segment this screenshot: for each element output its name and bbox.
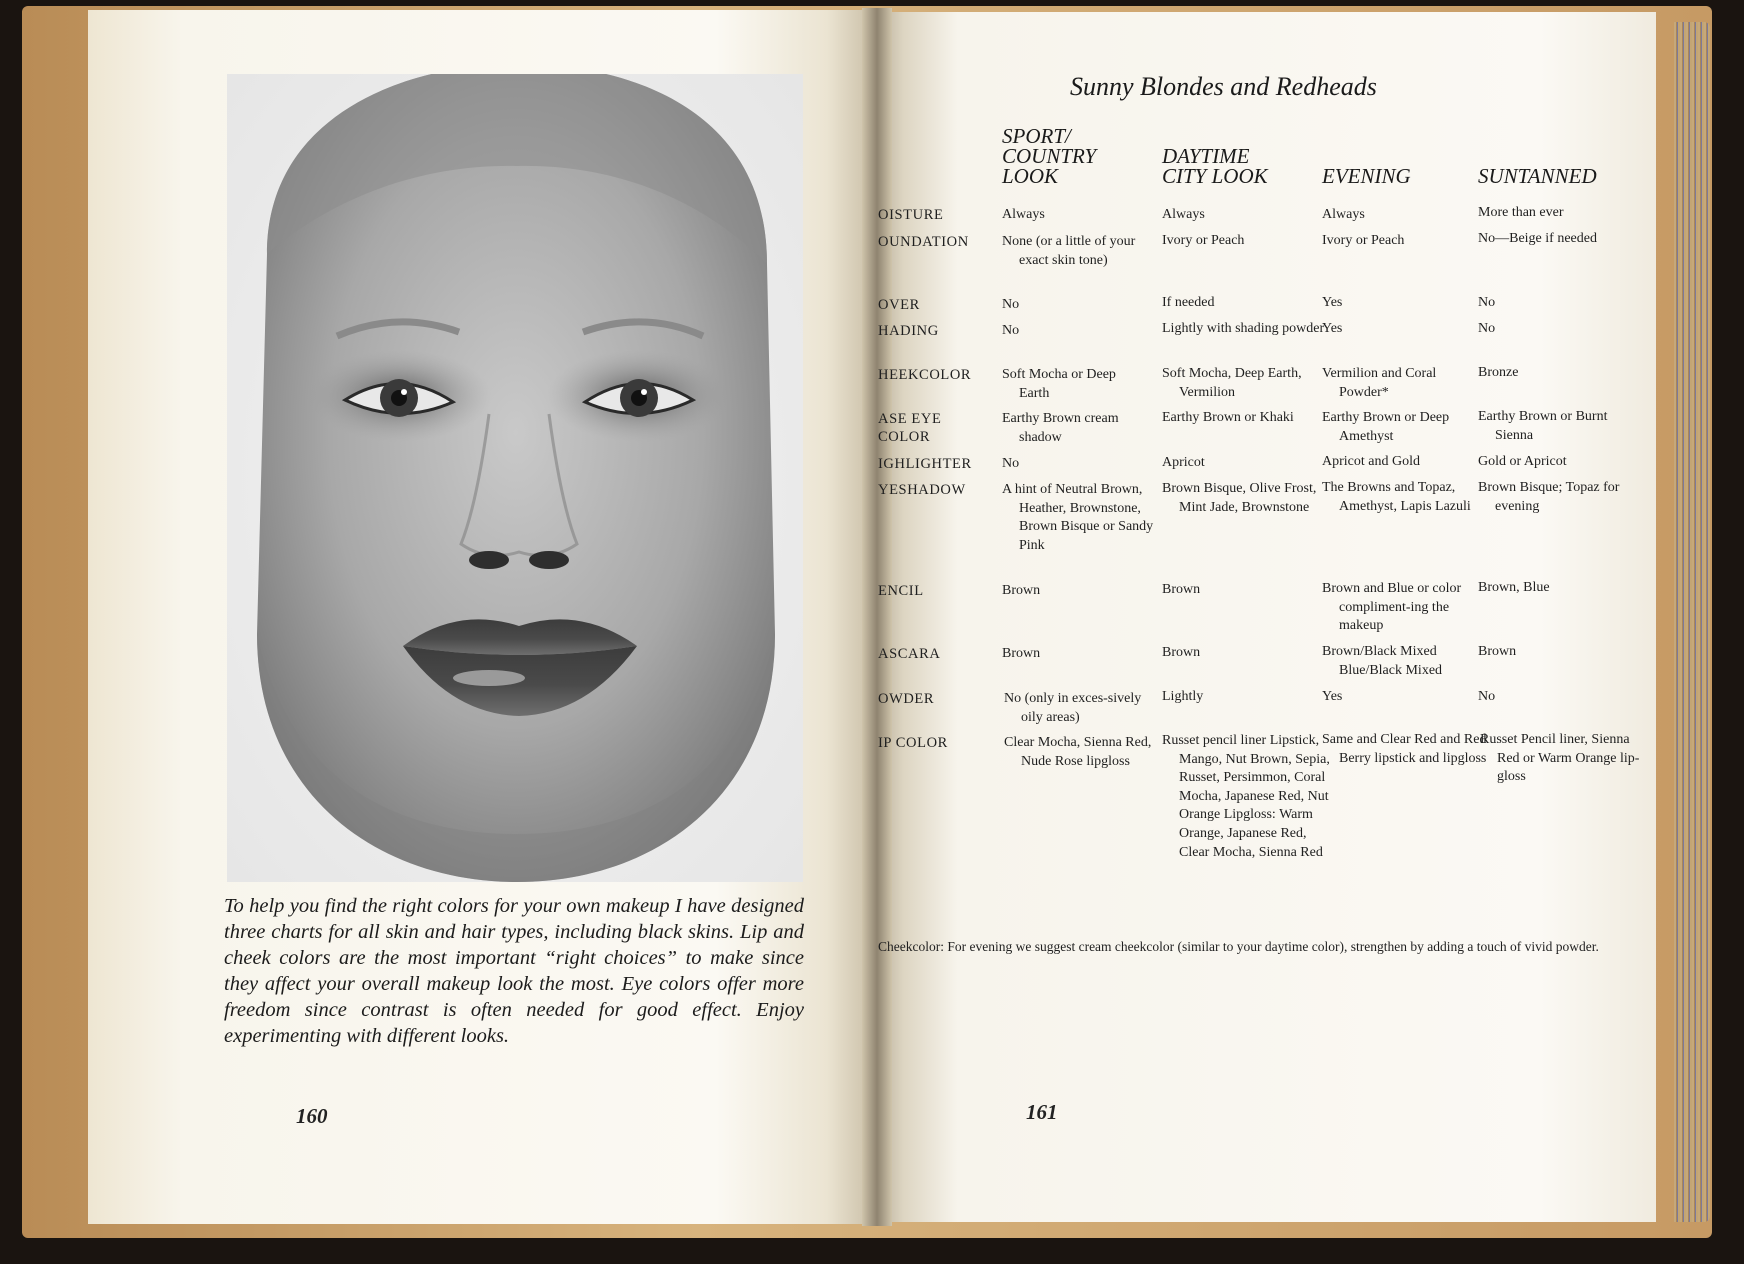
table-cell: Bronze — [1478, 365, 1519, 380]
column-header-suntanned: SUNTANNED — [1478, 164, 1597, 188]
column-header-evening: EVENING — [1322, 164, 1411, 188]
page-number-right: 161 — [1026, 1100, 1058, 1124]
table-cell: Clear Mocha, Sienna Red, Nude Rose lipgloss — [1004, 735, 1152, 769]
page-edges — [1674, 22, 1710, 1222]
column-header-sport-country: SPORT/ COUNTRY LOOK — [1002, 124, 1097, 188]
table-cell: Always — [1322, 207, 1365, 222]
table-cell: Yes — [1322, 321, 1343, 336]
page-number-left: 160 — [296, 1104, 328, 1128]
table-cell: No—Beige if needed — [1478, 231, 1597, 246]
table-cell: Brown — [1478, 644, 1517, 659]
table-cell: More than ever — [1478, 205, 1564, 220]
table-cell: No — [1478, 295, 1496, 310]
table-cell: Vermilion and Coral Powder* — [1322, 366, 1437, 400]
table-cell: Earthy Brown or Khaki — [1162, 410, 1294, 425]
book-gutter — [862, 8, 892, 1226]
table-cell: No — [1478, 689, 1496, 704]
table-cell: Russet pencil liner Lipstick, Mango, Nut Brown, Sepia, Russet, Persimmon, Coral Mocha, Japanese Red, Nut Orange Lipgloss: Warm Orange, Japanese Red, Clear Mocha, Sienna Red — [1162, 733, 1330, 860]
table-cell: Brown — [1162, 645, 1201, 660]
right-page — [880, 12, 1656, 1222]
table-cell: Ivory or Peach — [1162, 233, 1245, 248]
table-cell: No (only in exces-sively oily areas) — [1004, 691, 1142, 725]
row-label: ASE EYE COLOR — [878, 411, 942, 445]
footnote: Cheekcolor: For evening we suggest cream cheekcolor (similar to your daytime color), strengthen by adding a touch of vivid powder. — [878, 939, 1599, 954]
caption-text: To help you find the right colors for your own makeup I have designed three charts for all skin and hair types, including black skins. Lip and cheek colors are the most important “right choices” to make since they affect your overall makeup look the most. Eye colors offer more freedom since contrast is often needed for good effect. Enjoy experimenting with different looks. — [224, 895, 804, 1047]
row-label: IP COLOR — [878, 735, 948, 751]
table-cell: Brown, Blue — [1478, 580, 1550, 595]
chart-title: Sunny Blondes and Redheads — [1070, 72, 1377, 101]
table-cell: Brown/Black Mixed Blue/Black Mixed — [1322, 644, 1443, 678]
table-cell: No — [1002, 323, 1020, 338]
row-label: OWDER — [878, 691, 935, 707]
table-cell: Earthy Brown or Burnt Sienna — [1478, 409, 1608, 443]
table-cell: None (or a little of your exact skin tone) — [1002, 234, 1136, 268]
table-cell: No — [1478, 321, 1496, 336]
table-cell: Earthy Brown cream shadow — [1002, 411, 1119, 445]
table-cell: Same and Clear Red and Red Berry lipstick and lipgloss — [1322, 732, 1487, 766]
table-cell: Lightly with shading powder — [1162, 321, 1325, 336]
row-label: IGHLIGHTER — [878, 456, 972, 472]
row-label: OUNDATION — [878, 234, 969, 250]
table-cell: Russet Pencil liner, Sienna Red or Warm Orange lip-gloss — [1480, 732, 1640, 785]
row-label: ENCIL — [878, 583, 924, 599]
table-cell: Gold or Apricot — [1478, 454, 1567, 469]
table-cell: Brown and Blue or color compliment-ing the makeup — [1322, 581, 1462, 634]
table-cell: Brown — [1002, 646, 1041, 661]
row-label: HEEKCOLOR — [878, 367, 972, 383]
table-cell: Brown Bisque; Topaz for evening — [1478, 480, 1620, 514]
row-label: ASCARA — [878, 646, 941, 662]
table-cell: Earthy Brown or Deep Amethyst — [1322, 410, 1450, 444]
row-label: YESHADOW — [878, 482, 966, 498]
table-cell: Soft Mocha, Deep Earth, Vermilion — [1162, 366, 1302, 400]
table-cell: No — [1002, 456, 1020, 471]
table-cell: Yes — [1322, 295, 1343, 310]
table-cell: A hint of Neutral Brown, Heather, Brownstone, Brown Bisque or Sandy Pink — [1002, 482, 1154, 553]
row-label: HADING — [878, 323, 939, 339]
table-cell: Brown — [1002, 583, 1041, 598]
table-cell: The Browns and Topaz, Amethyst, Lapis Lazuli — [1322, 480, 1471, 514]
table-cell: Always — [1002, 207, 1045, 222]
table-cell: Lightly — [1162, 689, 1204, 704]
table-cell: Always — [1162, 207, 1205, 222]
table-cell: If needed — [1162, 295, 1215, 310]
table-cell: Ivory or Peach — [1322, 233, 1405, 248]
table-cell: No — [1002, 297, 1020, 312]
table-cell: Brown — [1162, 582, 1201, 597]
column-header-daytime-city: DAYTIME CITY LOOK — [1162, 144, 1268, 188]
table-cell: Apricot and Gold — [1322, 454, 1420, 469]
row-label: OVER — [878, 297, 920, 313]
table-cell: Brown Bisque, Olive Frost, Mint Jade, Brownstone — [1162, 481, 1317, 515]
row-label: OISTURE — [878, 207, 944, 223]
table-cell: Apricot — [1162, 455, 1205, 470]
face-portrait-photo — [227, 74, 803, 882]
table-cell: Yes — [1322, 689, 1343, 704]
table-cell: Soft Mocha or Deep Earth — [1002, 367, 1116, 401]
